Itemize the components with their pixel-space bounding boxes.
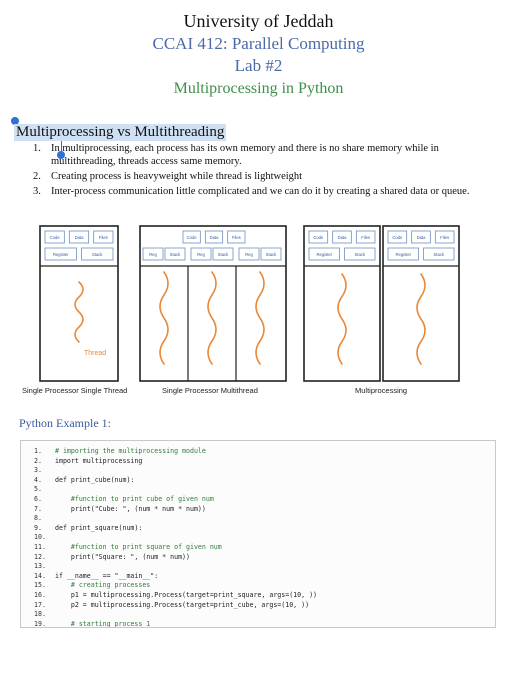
process-b-stack-label: Stack xyxy=(433,252,444,257)
code-line xyxy=(21,476,495,484)
multithread-data-label: Data xyxy=(209,235,219,240)
single-thread-files-label: Files xyxy=(98,235,108,240)
comparison-list xyxy=(33,142,473,200)
line-number: 9. xyxy=(34,523,42,532)
list-item xyxy=(33,185,473,198)
code-text: # starting process 1 xyxy=(55,619,151,628)
code-line xyxy=(21,505,495,513)
multithread-2-stack-label: Stack xyxy=(265,252,277,257)
list-text: In multiprocessing, each process has its own memory and there is no share memory while in multithreading, threads access same memory. xyxy=(51,143,439,167)
line-number: 11. xyxy=(34,542,46,551)
section-heading[interactable]: Multiprocessing vs Multithreading xyxy=(16,124,225,140)
line-number: 12. xyxy=(34,552,46,561)
code-line xyxy=(21,572,495,580)
code-line xyxy=(21,485,495,493)
list-item xyxy=(33,142,473,168)
label-multiprocessing: Multiprocessing xyxy=(355,386,408,395)
code-line xyxy=(21,524,495,532)
list-text: Creating process is heavyweight while thread is lightweight xyxy=(51,171,303,182)
code-line xyxy=(21,562,495,570)
multithread-0-stack-label: Stack xyxy=(169,252,181,257)
code-line xyxy=(21,581,495,589)
code-line xyxy=(21,543,495,551)
python-example-title: Python Example 1: xyxy=(19,416,111,430)
line-number: 10. xyxy=(34,533,46,542)
line-number: 2. xyxy=(34,456,42,465)
university-name: University of Jeddah xyxy=(183,11,334,31)
line-number: 4. xyxy=(34,475,42,484)
single-thread-stack-label: Stack xyxy=(92,252,103,257)
code-text: p2 = multiprocessing.Process(target=print_cube, args=(10, )) xyxy=(55,600,310,609)
multithread-1-stack-label: Stack xyxy=(217,252,229,257)
process-b-files-label: Files xyxy=(440,235,450,240)
code-line xyxy=(21,457,495,465)
code-line xyxy=(21,620,495,628)
lab-subtitle: Multiprocessing in Python xyxy=(173,80,344,97)
thread-label: Thread xyxy=(84,350,107,357)
diagram-figure xyxy=(0,224,517,384)
code-text: def print_square(num): xyxy=(55,523,143,532)
process-thread-diagram xyxy=(0,224,517,404)
process-a-code-label: Code xyxy=(313,235,324,240)
code-text: p1 = multiprocessing.Process(target=print_square, args=(10, )) xyxy=(55,590,318,599)
code-line xyxy=(21,466,495,474)
multithread-0-reg-label: Reg xyxy=(149,252,157,257)
line-number: 16. xyxy=(34,590,46,599)
process-a-stack-label: Stack xyxy=(354,252,365,257)
process-a-files-label: Files xyxy=(361,235,371,240)
line-number: 6. xyxy=(34,494,42,503)
code-line xyxy=(21,495,495,503)
code-text: print("Square: ", (num * num)) xyxy=(55,552,190,561)
process-b-code-label: Code xyxy=(392,235,403,240)
list-number: 2. xyxy=(33,171,41,182)
single-thread-data-label: Data xyxy=(74,235,84,240)
line-number: 7. xyxy=(34,504,42,513)
lab-number: Lab #2 xyxy=(234,56,283,75)
line-number: 19. xyxy=(34,619,46,628)
process-b-register-label: Register xyxy=(395,252,412,257)
code-line xyxy=(21,601,495,609)
code-line xyxy=(21,533,495,541)
code-line xyxy=(21,553,495,561)
list-number: 3. xyxy=(33,186,41,197)
code-text: print("Cube: ", (num * num * num)) xyxy=(55,504,206,513)
document-header xyxy=(0,10,517,100)
line-number: 1. xyxy=(34,447,42,455)
line-number: 8. xyxy=(34,514,42,523)
line-number: 13. xyxy=(34,562,46,571)
code-text: import multiprocessing xyxy=(55,456,143,465)
line-number: 3. xyxy=(34,466,42,475)
process-a-data-label: Data xyxy=(337,235,347,240)
list-number: 1. xyxy=(33,143,41,154)
line-number: 17. xyxy=(34,600,46,609)
course-title: CCAI 412: Parallel Computing xyxy=(152,34,365,53)
code-listing xyxy=(20,440,496,628)
single-thread-register-label: Register xyxy=(52,252,69,257)
code-text: # creating processes xyxy=(55,581,151,590)
code-text: if __name__ == "__main__": xyxy=(55,571,159,580)
code-line xyxy=(21,591,495,599)
multithread-2-reg-label: Reg xyxy=(245,252,253,257)
list-text: Inter-process communication little complicated and we can do it by creating a shared data or queue. xyxy=(51,186,470,197)
code-text: # importing the multiprocessing module xyxy=(55,447,206,455)
code-line xyxy=(21,514,495,522)
line-number: 5. xyxy=(34,485,42,494)
line-number: 18. xyxy=(34,610,46,619)
line-number: 15. xyxy=(34,581,46,590)
multithread-code-label: Code xyxy=(186,235,197,240)
code-text: #function to print cube of given num xyxy=(55,494,214,503)
process-b-data-label: Data xyxy=(416,235,426,240)
multithread-files-label: Files xyxy=(231,235,241,240)
line-number: 14. xyxy=(34,571,46,580)
label-single-thread: Single Processor Single Thread xyxy=(22,386,128,395)
code-text: def print_cube(num): xyxy=(55,475,135,484)
label-multithread: Single Processor Multithread xyxy=(162,386,258,395)
code-line xyxy=(21,610,495,618)
code-text: #function to print square of given num xyxy=(55,542,222,551)
single-thread-code-label: Code xyxy=(49,235,60,240)
process-a-register-label: Register xyxy=(316,252,333,257)
code-line xyxy=(21,447,495,455)
multithread-1-reg-label: Reg xyxy=(197,252,205,257)
list-item xyxy=(33,170,473,183)
